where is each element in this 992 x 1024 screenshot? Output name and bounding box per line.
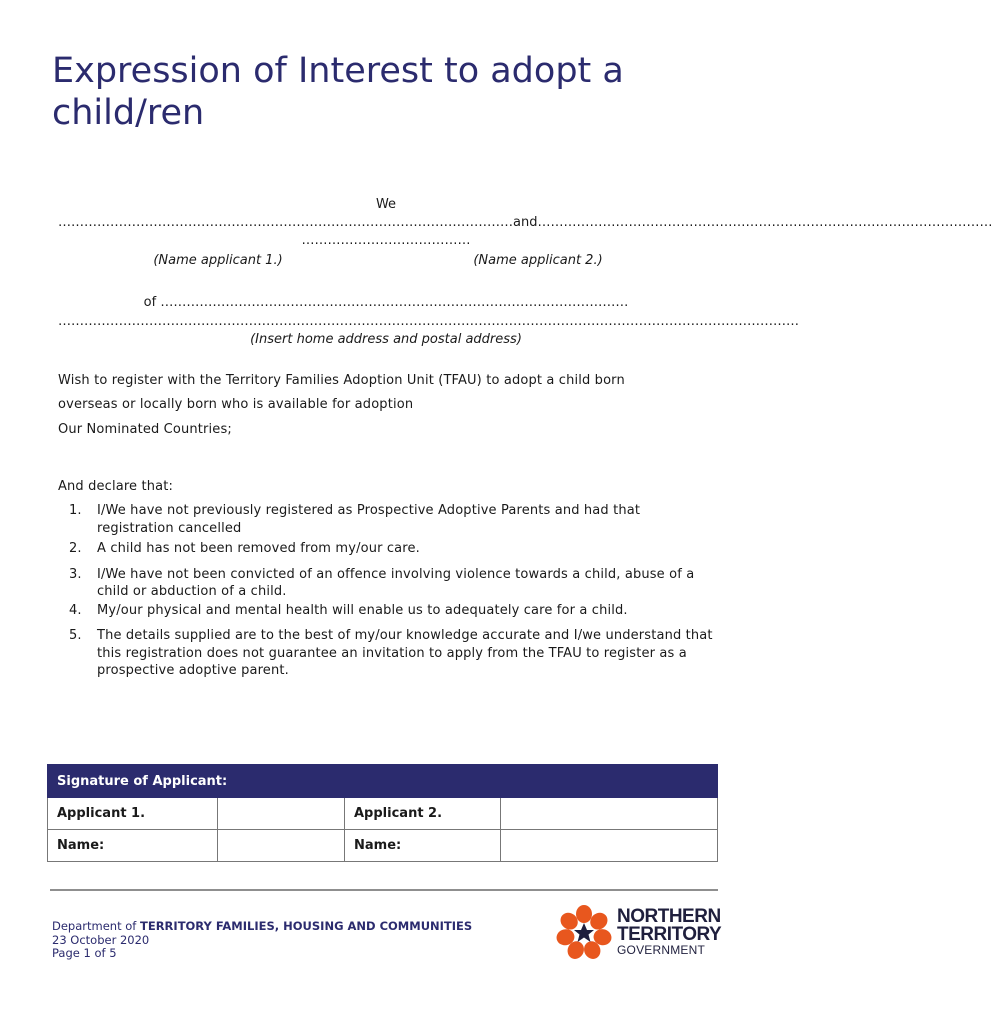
declaration-item: 1. I/We have not previously registered as Prospective Adoptive Parents and had that registration cancelled — [69, 503, 641, 536]
applicant-1-label-cell: Applicant 1. — [48, 798, 218, 830]
applicant-2-signature-field[interactable] — [501, 798, 718, 830]
applicant-1-label: (Name applicant 1.) — [153, 253, 283, 268]
name-1-label-cell: Name: — [48, 830, 218, 862]
nominated-countries-label: Our Nominated Countries; — [58, 422, 232, 437]
footer-page-number: Page 1 of 5 — [52, 946, 117, 960]
declaration-item: 3. I/We have not been convicted of an offence involving violence towards a child, abuse of a child or abduction of a child. — [69, 566, 695, 599]
signature-table-header: Signature of Applicant: — [48, 765, 718, 798]
logo-wordmark: NORTHERN TERRITORY GOVERNMENT — [617, 906, 722, 957]
applicant-2-label-cell: Applicant 2. — [345, 798, 501, 830]
declaration-list — [58, 502, 718, 680]
address-dotted-line: of ……………………………………………………………………………………………… — [143, 295, 629, 310]
declaration-item: 4. My/our physical and mental health will enable us to adequately care for a child. — [69, 602, 628, 618]
document-title: Expression of Interest to adopt a child/ren — [52, 51, 624, 133]
address-label: (Insert home address and postal address) — [250, 332, 522, 347]
footer-department: Department of TERRITORY FAMILIES, HOUSING AND COMMUNITIES — [52, 919, 473, 933]
nt-government-logo — [555, 904, 720, 962]
name-2-label-cell: Name: — [345, 830, 501, 862]
signature-table — [47, 764, 718, 862]
footer-divider — [50, 889, 718, 891]
register-statement-line-2: overseas or locally born who is available for adoption — [58, 397, 414, 412]
declaration-item: 2. A child has not been removed from my/our care. — [69, 541, 420, 556]
address-dotted-line-continued: ……………………………………………………………………………………………………………………………………………………… — [58, 314, 799, 329]
applicant-names-dotted-line-continued: ………………………………… — [301, 233, 471, 248]
desert-rose-icon — [555, 904, 613, 962]
we-label: We — [375, 197, 397, 212]
footer — [52, 920, 472, 961]
applicant-1-signature-field[interactable] — [218, 798, 345, 830]
declare-intro: And declare that: — [58, 479, 174, 494]
applicant-2-label: (Name applicant 2.) — [473, 253, 603, 268]
declaration-item: 5. The details supplied are to the best of my/our knowledge accurate and I/we understand that this registration does not guarantee an invitation to apply from the TFAU to register as a prospective adoptive parent. — [69, 628, 713, 678]
footer-date: 23 October 2020 — [52, 932, 150, 947]
name-1-field[interactable] — [218, 830, 345, 862]
register-statement-line-1: Wish to register with the Territory Families Adoption Unit (TFAU) to adopt a child born — [58, 373, 625, 388]
applicant-names-dotted-line: ……………………………………………………………………………………………and…………………………………………………………………………………………… — [58, 215, 992, 230]
name-2-field[interactable] — [501, 830, 718, 862]
